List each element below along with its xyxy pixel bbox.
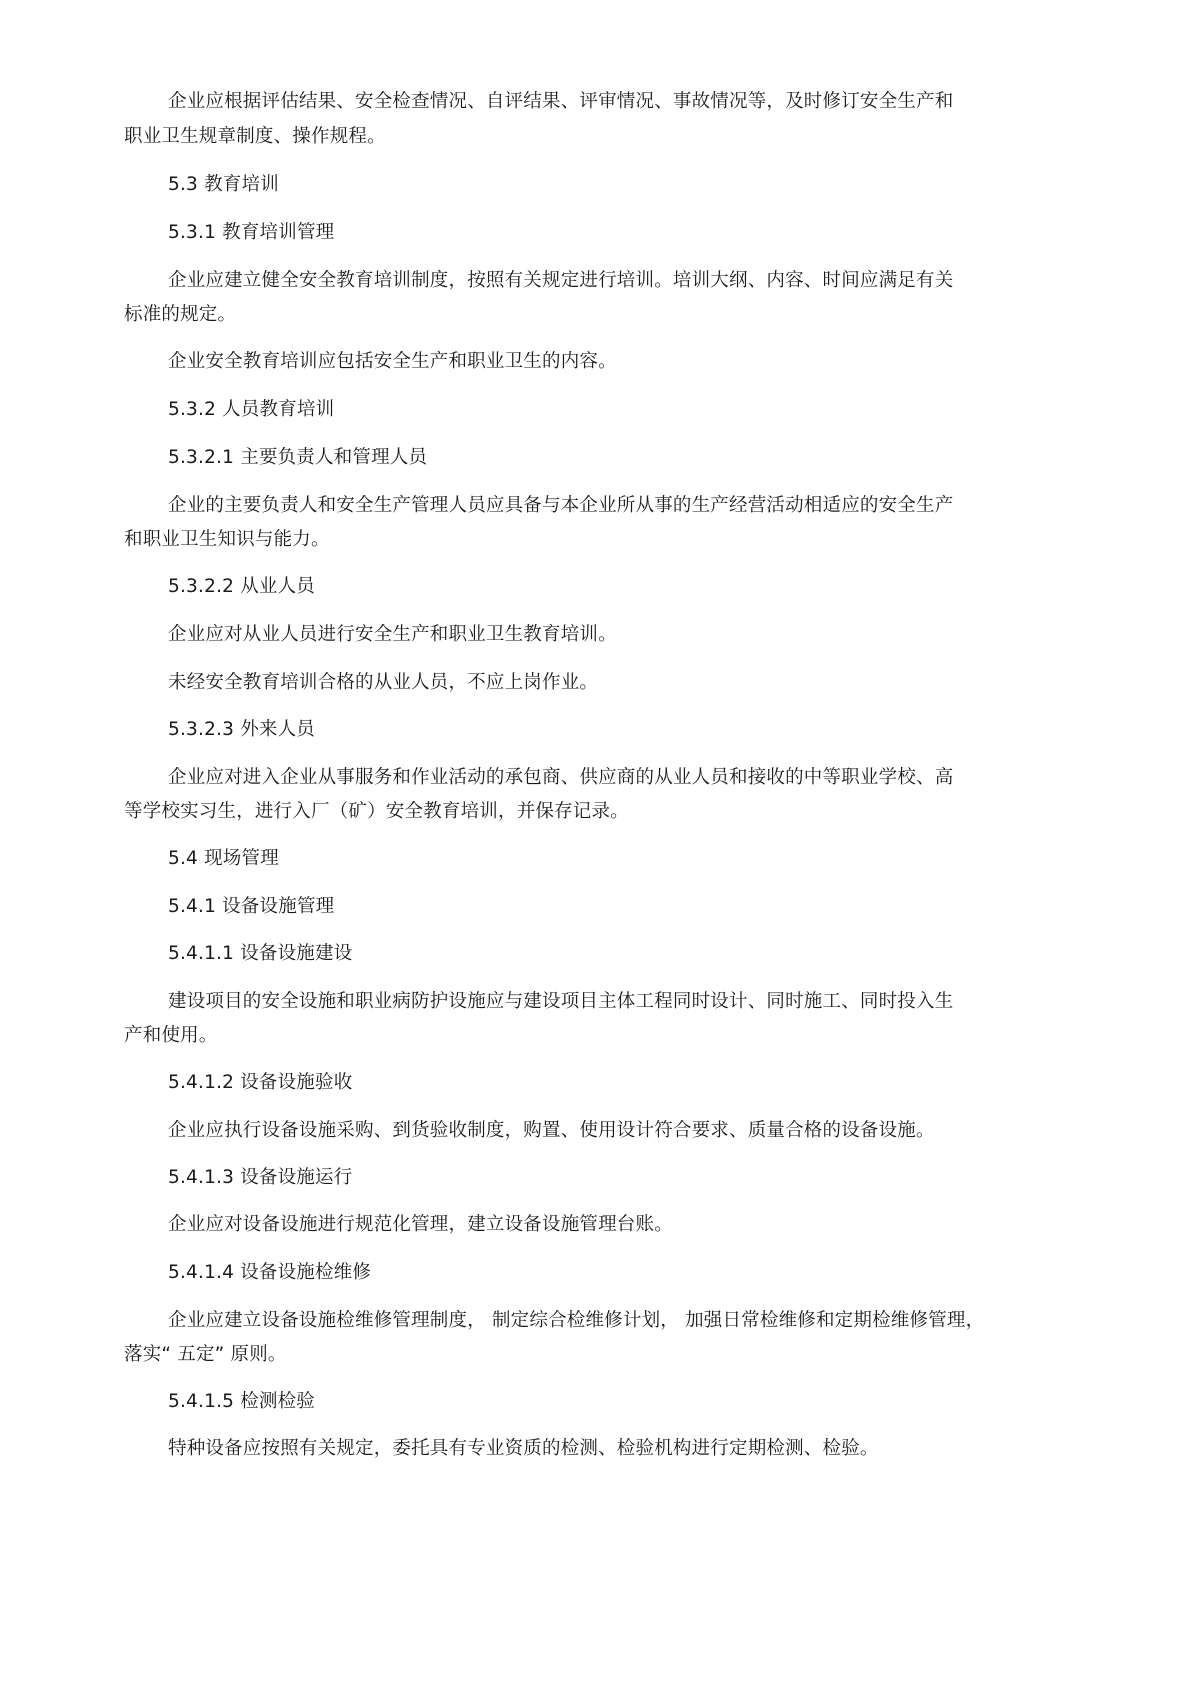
section-heading: 5.3 教育培训 [168,174,279,195]
paragraph-line: 职业卫生规章制度、操作规程。 [124,126,386,147]
clause-heading: 5.3.2.2 从业人员 [168,576,316,597]
clause-heading: 5.4.1.3 设备设施运行 [168,1167,353,1188]
paragraph-line: 企业应建立健全安全教育培训制度，按照有关规定进行培训。培训大纲、内容、时间应满足有关 [168,270,954,291]
subsection-heading: 5.3.1 教育培训管理 [168,222,335,243]
paragraph-line: 和职业卫生知识与能力。 [124,529,330,550]
paragraph-line: 建设项目的安全设施和职业病防护设施应与建设项目主体工程同时设计、同时施工、同时投入生 [168,991,954,1012]
subsection-heading: 5.4.1 设备设施管理 [168,896,335,917]
paragraph-line: 企业应根据评估结果、安全检查情况、自评结果、评审情况、事故情况等，及时修订安全生产和 [168,91,954,112]
clause-heading: 5.4.1.1 设备设施建设 [168,943,353,964]
subsection-heading: 5.3.2 人员教育培训 [168,399,335,420]
paragraph-line: 标准的规定。 [124,304,237,325]
paragraph-line: 特种设备应按照有关规定，委托具有专业资质的检测、检验机构进行定期检测、检验。 [168,1438,879,1459]
clause-heading: 5.4.1.2 设备设施验收 [168,1072,353,1093]
paragraph-line: 企业安全教育培训应包括安全生产和职业卫生的内容。 [168,351,617,372]
clause-heading: 5.4.1.4 设备设施检维修 [168,1262,372,1283]
clause-heading: 5.3.2.3 外来人员 [168,719,316,740]
paragraph-line: 产和使用。 [124,1025,218,1046]
paragraph-line: 未经安全教育培训合格的从业人员，不应上岗作业。 [168,672,599,693]
paragraph-line: 企业的主要负责人和安全生产管理人员应具备与本企业所从事的生产经营活动相适应的安全生产 [168,495,954,516]
paragraph-line: 落实“ 五定” 原则。 [124,1344,287,1365]
paragraph-line: 等学校实习生，进行入厂（矿）安全教育培训，并保存记录。 [124,801,629,822]
clause-heading: 5.4.1.5 检测检验 [168,1391,316,1412]
paragraph-line: 企业应对进入企业从事服务和作业活动的承包商、供应商的从业人员和接收的中等职业学校、高 [168,767,954,788]
paragraph-line: 企业应执行设备设施采购、到货验收制度，购置、使用设计符合要求、质量合格的设备设施。 [168,1120,935,1141]
paragraph-line: 企业应对设备设施进行规范化管理，建立设备设施管理台账。 [168,1214,673,1235]
paragraph-line: 企业应对从业人员进行安全生产和职业卫生教育培训。 [168,624,617,645]
section-heading: 5.4 现场管理 [168,848,279,869]
clause-heading: 5.3.2.1 主要负责人和管理人员 [168,447,428,468]
paragraph-line: 企业应建立设备设施检维修管理制度， 制定综合检维修计划， 加强日常检维修和定期检维修管理， [168,1310,985,1331]
